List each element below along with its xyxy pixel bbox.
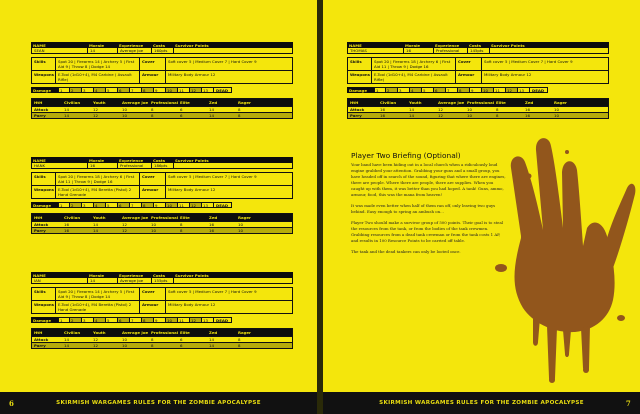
weapons-value: E-Tool (1d10+4), M4 Carbine ( Assault Rifle) <box>56 71 140 83</box>
damage-box[interactable]: 2 <box>70 87 82 93</box>
hth-header-cell: Professional <box>467 100 495 105</box>
damage-box[interactable]: 4 <box>94 202 106 208</box>
attack-cell: 14 <box>209 337 214 342</box>
experience-header: Experience <box>119 157 144 163</box>
parry-cell: 8 <box>238 343 241 348</box>
attack-cell: 12 <box>93 337 98 342</box>
hand-to-hand-table <box>31 328 293 349</box>
damage-box[interactable]: 1 <box>58 202 70 208</box>
morale-value: 16 <box>404 48 434 53</box>
damage-track <box>31 202 293 208</box>
skills-row <box>347 57 609 71</box>
morale-header: Morale <box>89 42 105 48</box>
hth-header-cell: Youth <box>93 330 106 335</box>
parry-cell: 14 <box>93 228 98 233</box>
attack-cell: 14 <box>64 337 69 342</box>
damage-box[interactable]: 8 <box>458 87 470 93</box>
morale-value: 14 <box>88 48 118 53</box>
parry-cell: 16 <box>380 113 385 118</box>
character-name: HANK <box>32 163 88 168</box>
parry-cell: 16 <box>64 228 69 233</box>
attack-cell: 8 <box>238 337 241 342</box>
parry-cell: 10 <box>238 228 243 233</box>
hth-header-cell: Rager <box>238 330 251 335</box>
character-card <box>31 42 293 119</box>
parry-row <box>32 227 292 233</box>
dead-box[interactable]: DEAD <box>214 87 232 93</box>
right-page <box>323 0 640 414</box>
parry-cell: 6 <box>180 343 183 348</box>
attack-cell: 14 <box>409 107 414 112</box>
parry-cell: 16 <box>209 228 214 233</box>
damage-box[interactable]: 1 <box>58 87 70 93</box>
damage-box[interactable]: 8 <box>142 87 154 93</box>
skills-row <box>31 172 293 186</box>
armour-value: Military Body Armour 12 <box>484 72 532 77</box>
skills-value: Spot 20 | Firearms 18 | Archery 6 | First Aid 11 | Throw 9 | Dodge 16 <box>372 58 456 70</box>
skills-label: Skills <box>348 58 372 70</box>
attack-cell: 10 <box>151 222 156 227</box>
attack-row <box>32 336 292 342</box>
damage-box[interactable]: 4 <box>94 87 106 93</box>
survivor-points-value[interactable] <box>490 48 608 53</box>
left-footer <box>0 392 317 414</box>
damage-label: Damage <box>31 202 58 208</box>
weapons-label: Weapons <box>32 301 56 313</box>
attack-cell: 16 <box>64 222 69 227</box>
experience-value: Average Joe <box>118 48 152 53</box>
skills-label: Skills <box>32 173 56 185</box>
right-footer <box>323 392 640 414</box>
dead-box[interactable]: DEAD <box>214 317 232 323</box>
damage-box[interactable]: 10 <box>482 87 494 93</box>
hth-header-cell: Youth <box>409 100 422 105</box>
experience-value: Professional <box>434 48 468 53</box>
damage-box[interactable]: 7 <box>130 87 142 93</box>
weapons-value: E-Tool (1d10+4), M4 Beretta (Pistol) 2 Hand Grenade <box>56 186 140 198</box>
skills-row <box>31 287 293 301</box>
parry-cell: Parry <box>34 228 46 233</box>
hth-header-cell: Civilian <box>64 215 81 220</box>
cover-value: Soft cover 5 | Medium Cover 7 | Hard Cover 9 <box>168 59 257 64</box>
briefing-paragraph: Player Two should make a survivor group of 500 points. Their goal is to steal the resources from the tank, or from the bodies of the tank crewmen. Grabbing resources from a dead tank crewman or from the tank costs 1 AP, and results in 100 Resource Points to be carried off table. <box>351 220 504 243</box>
hth-header-cell: Average Joe <box>122 100 149 105</box>
character-card <box>347 42 609 119</box>
character-name: THOMAS <box>348 48 404 53</box>
weapons-label: Weapons <box>32 186 56 198</box>
morale-header: Morale <box>89 272 105 278</box>
attack-cell: 12 <box>438 107 443 112</box>
damage-box[interactable]: 7 <box>446 87 458 93</box>
left-page <box>0 0 317 414</box>
damage-box[interactable]: 13 <box>202 317 214 323</box>
page-number: 7 <box>625 398 631 408</box>
morale-value: 16 <box>88 163 118 168</box>
attack-cell: 10 <box>554 107 559 112</box>
armour-value: Military Body Armour 12 <box>168 302 216 307</box>
damage-box[interactable]: 7 <box>130 202 142 208</box>
attack-cell: 14 <box>93 222 98 227</box>
parry-cell: 12 <box>122 228 127 233</box>
hth-header-cell: Zed <box>209 330 218 335</box>
weapons-value: E-Tool (1d10+4), M4 Carbine ( Assault Rifle) <box>372 71 456 83</box>
damage-box[interactable]: 11 <box>178 202 190 208</box>
hand-to-hand-table <box>347 98 609 119</box>
survivor-points-header: Survivor Points <box>175 42 209 48</box>
attack-cell: 16 <box>209 222 214 227</box>
damage-box[interactable]: 13 <box>202 202 214 208</box>
armour-label: Armour <box>140 71 166 83</box>
attack-cell: Attack <box>34 337 49 342</box>
damage-box[interactable]: 9 <box>154 317 166 323</box>
damage-box[interactable]: 3 <box>398 87 410 93</box>
attack-cell: 8 <box>151 337 154 342</box>
hth-header-cell: Zed <box>209 100 218 105</box>
damage-box[interactable]: 13 <box>202 87 214 93</box>
briefing-title: Player Two Briefing (Optional) <box>351 151 461 160</box>
hth-header-cell: Youth <box>93 215 106 220</box>
name-header: NAME <box>33 272 46 278</box>
weapons-row <box>31 71 293 84</box>
hth-header-row <box>32 99 292 106</box>
attack-cell: 6 <box>180 337 183 342</box>
armour-value: Military Body Armour 12 <box>168 187 216 192</box>
weapons-row <box>347 71 609 84</box>
experience-header: Experience <box>119 272 144 278</box>
hth-header-cell: Professional <box>151 330 179 335</box>
card-name-row <box>31 278 293 284</box>
parry-cell: 10 <box>467 113 472 118</box>
character-card <box>31 272 293 349</box>
experience-value: Professional <box>118 163 152 168</box>
damage-box[interactable]: 5 <box>106 202 118 208</box>
costs-header: Costs <box>153 42 166 48</box>
dead-box[interactable]: DEAD <box>214 202 232 208</box>
footer-title: SKIRMISH WARGAMES RULES FOR THE ZOMBIE APOCALYPSE <box>56 400 261 406</box>
morale-header: Morale <box>405 42 421 48</box>
damage-box[interactable]: 11 <box>178 87 190 93</box>
weapons-value: E-Tool (1d10+4), M4 Beretta (Pistol) 2 Hand Grenade <box>56 301 140 313</box>
costs-header: Costs <box>153 157 166 163</box>
parry-cell: 10 <box>122 343 127 348</box>
attack-cell: 16 <box>525 107 530 112</box>
survivor-points-header: Survivor Points <box>175 272 209 278</box>
damage-box[interactable]: 12 <box>190 202 202 208</box>
parry-cell: 8 <box>180 228 183 233</box>
damage-box[interactable]: 1 <box>58 317 70 323</box>
attack-cell: 14 <box>209 107 214 112</box>
costs-value: 186pts <box>152 163 174 168</box>
hth-header-cell: HtH <box>34 330 43 335</box>
damage-box[interactable]: 3 <box>82 87 94 93</box>
attack-cell: 10 <box>122 107 127 112</box>
skills-value: Spot 20 | Firearms 18 | Archery 6 | First Aid 11 | Throw 9 | Dodge 16 <box>56 173 140 185</box>
damage-box[interactable]: 11 <box>494 87 506 93</box>
parry-cell: 10 <box>554 113 559 118</box>
costs-header: Costs <box>153 272 166 278</box>
costs-value: 160pts <box>152 48 174 53</box>
damage-box[interactable]: 11 <box>178 317 190 323</box>
damage-box[interactable]: 8 <box>142 317 154 323</box>
damage-box[interactable]: 10 <box>166 87 178 93</box>
card-name-row <box>31 163 293 169</box>
cover-label: Cover <box>140 173 166 185</box>
damage-box[interactable]: 5 <box>106 87 118 93</box>
hth-header-cell: HtH <box>34 100 43 105</box>
cover-value: Soft cover 5 | Medium Cover 7 | Hard Cover 9 <box>168 174 257 179</box>
parry-cell: Parry <box>350 113 362 118</box>
attack-cell: 12 <box>93 107 98 112</box>
parry-cell: 8 <box>151 113 154 118</box>
attack-row <box>32 221 292 227</box>
parry-cell: 14 <box>64 343 69 348</box>
hth-header-cell: Elite <box>180 330 190 335</box>
hth-header-cell: Average Joe <box>122 215 149 220</box>
attack-cell: 8 <box>496 107 499 112</box>
parry-cell: 8 <box>151 343 154 348</box>
attack-cell: 10 <box>238 222 243 227</box>
experience-value: Average Joe <box>118 278 152 283</box>
damage-box[interactable]: 8 <box>142 202 154 208</box>
hth-header-cell: Zed <box>209 215 218 220</box>
name-header: NAME <box>349 42 362 48</box>
damage-box[interactable]: 9 <box>470 87 482 93</box>
parry-cell: Parry <box>34 113 46 118</box>
weapons-label: Weapons <box>32 71 56 83</box>
damage-box[interactable]: 6 <box>118 87 130 93</box>
character-card <box>31 157 293 234</box>
page-number: 6 <box>9 398 15 408</box>
cover-label: Cover <box>140 58 166 70</box>
hth-header-cell: Civilian <box>64 100 81 105</box>
damage-box[interactable]: 12 <box>190 87 202 93</box>
damage-label: Damage <box>347 87 374 93</box>
attack-cell: 16 <box>380 107 385 112</box>
card-name-row <box>31 48 293 54</box>
damage-box[interactable]: 2 <box>386 87 398 93</box>
weapons-row <box>31 186 293 199</box>
hth-header-cell: Rager <box>238 100 251 105</box>
hth-header-cell: Professional <box>151 215 179 220</box>
parry-cell: 12 <box>93 343 98 348</box>
damage-box[interactable]: 12 <box>190 317 202 323</box>
attack-cell: 12 <box>122 222 127 227</box>
damage-box[interactable]: 1 <box>374 87 386 93</box>
damage-box[interactable]: 3 <box>82 202 94 208</box>
attack-cell: 10 <box>467 107 472 112</box>
damage-box[interactable]: 4 <box>410 87 422 93</box>
hth-header-cell: Youth <box>93 100 106 105</box>
parry-cell: 12 <box>93 113 98 118</box>
character-name: SEAN <box>32 48 88 53</box>
parry-cell: 8 <box>238 113 241 118</box>
footer-title: SKIRMISH WARGAMES RULES FOR THE ZOMBIE APOCALYPSE <box>379 400 584 406</box>
survivor-points-header: Survivor Points <box>175 157 209 163</box>
damage-box[interactable]: 5 <box>106 317 118 323</box>
damage-box[interactable]: 3 <box>82 317 94 323</box>
parry-row <box>348 112 608 118</box>
parry-cell: 12 <box>438 113 443 118</box>
survivor-points-value[interactable] <box>174 163 292 168</box>
weapons-label: Weapons <box>348 71 372 83</box>
survivor-points-header: Survivor Points <box>491 42 525 48</box>
cover-value: Soft cover 5 | Medium Cover 7 | Hard Cover 9 <box>168 289 257 294</box>
hth-header-cell: Rager <box>238 215 251 220</box>
attack-cell: Attack <box>350 107 365 112</box>
parry-row <box>32 342 292 348</box>
armour-label: Armour <box>456 71 482 83</box>
hand-to-hand-table <box>31 98 293 119</box>
hth-header-row <box>32 329 292 336</box>
experience-header: Experience <box>119 42 144 48</box>
parry-cell: 14 <box>64 113 69 118</box>
parry-cell: 8 <box>496 113 499 118</box>
damage-label: Damage <box>31 317 58 323</box>
attack-cell: 8 <box>180 222 183 227</box>
hth-header-cell: HtH <box>34 215 43 220</box>
survivor-points-value[interactable] <box>174 278 292 283</box>
skills-label: Skills <box>32 288 56 300</box>
attack-cell: Attack <box>34 107 49 112</box>
parry-cell: 10 <box>122 113 127 118</box>
briefing-paragraph: Your band have been hiding out in a local church when a ridiculously loud engine grabbed your attention. Grabbing your guns and a small group, you have headed off in search of the sound, figuring that where there are engines, there are people. Where there are people, there are supplies. When you caught up with them, it was better than you had hoped. A tank! Guns, ammo, armour, food, this was the mana from heaven! <box>351 162 506 197</box>
weapons-row <box>31 301 293 314</box>
costs-value: 155pts <box>152 278 174 283</box>
parry-cell: Parry <box>34 343 46 348</box>
briefing-paragraph: It was made even better when half of them ran off, only leaving two guys behind. Easy enough to spring an ambush on... <box>351 203 496 214</box>
damage-box[interactable]: 9 <box>154 202 166 208</box>
damage-label: Damage <box>31 87 58 93</box>
armour-value: Military Body Armour 12 <box>168 72 216 77</box>
damage-box[interactable]: 13 <box>518 87 530 93</box>
damage-track <box>31 87 293 93</box>
cover-label: Cover <box>456 58 482 70</box>
costs-value: 145pts <box>468 48 490 53</box>
hth-header-cell: Civilian <box>380 100 397 105</box>
damage-box[interactable]: 2 <box>70 202 82 208</box>
attack-cell: 8 <box>151 107 154 112</box>
card-name-row <box>347 48 609 54</box>
damage-box[interactable]: 10 <box>166 317 178 323</box>
character-name: IAN <box>32 278 88 283</box>
parry-cell: 10 <box>151 228 156 233</box>
damage-box[interactable]: 12 <box>506 87 518 93</box>
parry-cell: 14 <box>409 113 414 118</box>
damage-box[interactable]: 5 <box>422 87 434 93</box>
hth-header-cell: Elite <box>180 100 190 105</box>
armour-label: Armour <box>140 186 166 198</box>
damage-box[interactable]: 10 <box>166 202 178 208</box>
parry-cell: 14 <box>209 113 214 118</box>
attack-row <box>348 106 608 112</box>
hth-header-cell: Professional <box>151 100 179 105</box>
name-header: NAME <box>33 42 46 48</box>
attack-cell: 6 <box>180 107 183 112</box>
hth-header-cell: Elite <box>180 215 190 220</box>
damage-box[interactable]: 4 <box>94 317 106 323</box>
cover-value: Soft cover 5 | Medium Cover 7 | Hard Cover 9 <box>484 59 573 64</box>
parry-cell: 16 <box>525 113 530 118</box>
parry-cell: 14 <box>209 343 214 348</box>
player-two-briefing <box>351 153 506 260</box>
damage-box[interactable]: 2 <box>70 317 82 323</box>
dead-box[interactable]: DEAD <box>530 87 548 93</box>
skills-value: Spot 20 | Firearms 14 | Archery 5 | First Aid 9 | Throw 8 | Dodge 14 <box>56 288 140 300</box>
hth-header-row <box>32 214 292 221</box>
damage-track <box>347 87 609 93</box>
parry-cell: 6 <box>180 113 183 118</box>
damage-box[interactable]: 7 <box>130 317 142 323</box>
damage-box[interactable]: 6 <box>434 87 446 93</box>
parry-row <box>32 112 292 118</box>
morale-value: 14 <box>88 278 118 283</box>
damage-box[interactable]: 6 <box>118 202 130 208</box>
hth-header-cell: HtH <box>350 100 359 105</box>
skills-label: Skills <box>32 58 56 70</box>
survivor-points-value[interactable] <box>174 48 292 53</box>
hth-header-row <box>348 99 608 106</box>
hth-header-cell: Rager <box>554 100 567 105</box>
skills-row <box>31 57 293 71</box>
damage-box[interactable]: 6 <box>118 317 130 323</box>
damage-track <box>31 317 293 323</box>
attack-cell: 14 <box>64 107 69 112</box>
skills-value: Spot 20 | Firearms 14 | Archery 5 | First Aid 9 | Throw 8 | Dodge 14 <box>56 58 140 70</box>
hand-to-hand-table <box>31 213 293 234</box>
name-header: NAME <box>33 157 46 163</box>
hth-header-cell: Zed <box>525 100 534 105</box>
briefing-paragraph: The tank and the dead tankers can only be looted once. <box>351 249 461 254</box>
morale-header: Morale <box>89 157 105 163</box>
attack-row <box>32 106 292 112</box>
experience-header: Experience <box>435 42 460 48</box>
armour-label: Armour <box>140 301 166 313</box>
hth-header-cell: Average Joe <box>122 330 149 335</box>
hth-header-cell: Average Joe <box>438 100 465 105</box>
damage-box[interactable]: 9 <box>154 87 166 93</box>
attack-cell: Attack <box>34 222 49 227</box>
attack-cell: 8 <box>238 107 241 112</box>
costs-header: Costs <box>469 42 482 48</box>
cover-label: Cover <box>140 288 166 300</box>
attack-cell: 10 <box>122 337 127 342</box>
hth-header-cell: Elite <box>496 100 506 105</box>
hth-header-cell: Civilian <box>64 330 81 335</box>
